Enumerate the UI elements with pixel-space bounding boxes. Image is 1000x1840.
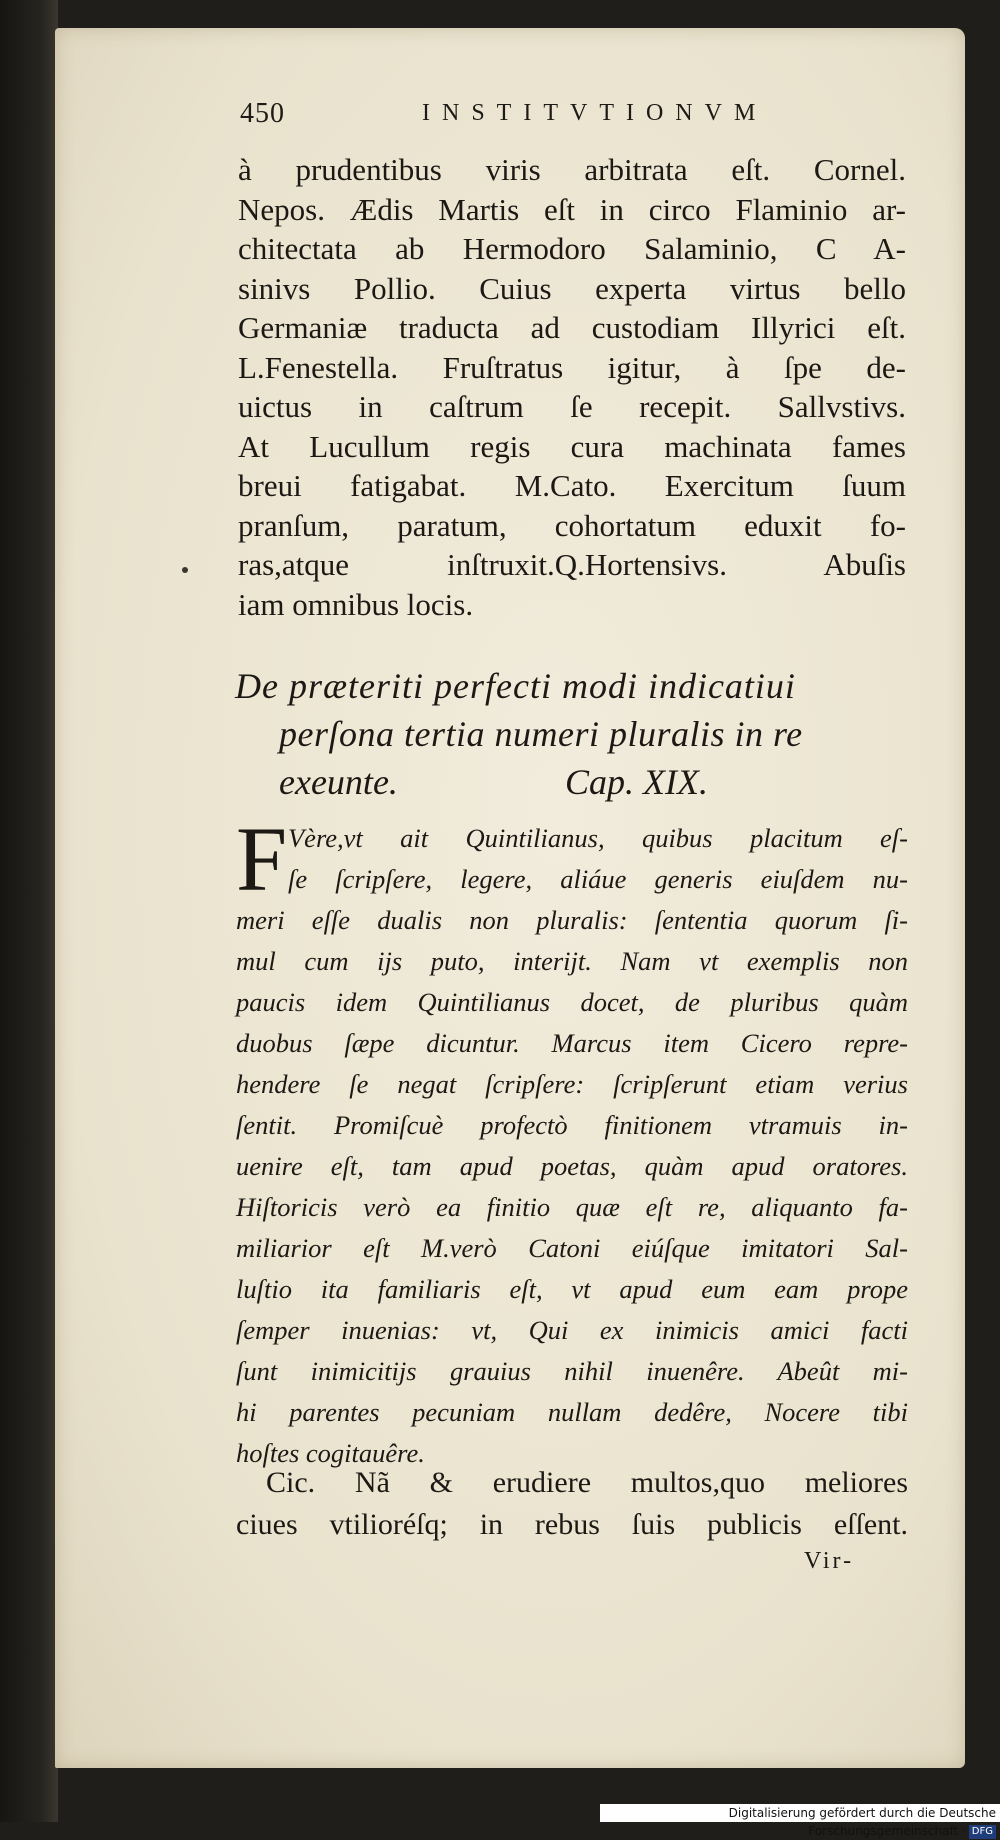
roman-line: ciues vtilioréſq; in rebus ſuis publicis eſſent.	[236, 1508, 908, 1541]
italic-line: meri eſſe dualis non pluralis: ſententia quorum ſi-	[236, 905, 908, 935]
italic-line: mul cum ijs puto, interijt. Nam vt exemplis non	[236, 946, 908, 976]
text-line: uictus in caſtrum ſe recepit. Sallvstivs.	[238, 389, 906, 424]
running-title: INSTITVTIONVM	[422, 100, 768, 126]
text-line: ras,atque inſtruxit.Q.Hortensivs. Abuſis	[238, 547, 906, 582]
chapter-heading-line: De præteriti perfecti modi indicatiui	[235, 666, 796, 706]
drop-cap-initial: F	[236, 808, 288, 910]
ink-dot	[182, 567, 188, 573]
text-line: breui fatigabat. M.Cato. Exercitum ſuum	[238, 468, 906, 503]
page-header	[190, 98, 810, 138]
roman-paragraph	[236, 1462, 908, 1546]
italic-line: Vère,vt ait Quintilianus, quibus placitum eſ-	[288, 823, 908, 853]
italic-line: uenire eſt, tam apud poetas, quàm apud oratores.	[236, 1151, 908, 1181]
italic-line: ſentit. Promiſcuè profectò finitionem vtramuis in-	[236, 1110, 908, 1140]
italic-line: hoſtes cogitauêre.	[236, 1438, 425, 1468]
italic-line: ſe ſcripſere, legere, aliáue generis eiuſdem nu-	[288, 864, 908, 894]
italic-line: ſemper inuenias: vt, Qui ex inimicis amici facti	[236, 1315, 908, 1345]
digitization-credit	[600, 1804, 1000, 1838]
dfg-logo: DFG	[969, 1825, 996, 1839]
page-number: 450	[240, 98, 285, 129]
text-line: Germaniæ traducta ad custodiam Illyrici eſt.	[238, 310, 906, 345]
text-line: Nepos. Ædis Martis eſt in circo Flaminio ar-	[238, 191, 906, 227]
italic-line: ſunt inimicitijs grauius nihil inuenêre. Abeût mi-	[236, 1356, 908, 1386]
italic-line: duobus ſæpe dicuntur. Marcus item Cicero repre-	[236, 1028, 908, 1058]
chapter-heading-line: exeunte.	[279, 762, 398, 802]
chapter-number: Cap. XIX.	[565, 762, 708, 802]
text-line: L.Fenestella. Fruſtratus igitur, à ſpe de-	[238, 349, 906, 385]
credit-text: Digitalisierung gefördert durch die Deutsche Forschungsgemeinschaft ·	[728, 1806, 996, 1838]
text-line: At Lucullum regis cura machinata fames	[238, 428, 906, 464]
italic-line: hi parentes pecuniam nullam dedêre, Nocere tibi	[236, 1397, 908, 1427]
italic-line: luſtio ita familiaris eſt, vt apud eum eam prope	[236, 1274, 908, 1304]
italic-line: miliarior eſt M.verò Catoni eiúſque imitatori Sal-	[236, 1233, 908, 1263]
catchword: Vir-	[804, 1548, 855, 1574]
text-line: chitectata ab Hermodoro Salaminio, C A-	[238, 231, 906, 266]
italic-line: Hiſtoricis verò ea finitio quæ eſt re, aliquanto fa-	[236, 1192, 908, 1222]
text-line: iam omnibus locis.	[238, 586, 474, 622]
roman-line: Cic. Nã & erudiere multos,quo meliores	[266, 1466, 908, 1499]
italic-line: hendere ſe negat ſcripſere: ſcripſerunt etiam verius	[236, 1069, 908, 1099]
chapter-heading-line: perſona tertia numeri pluralis in re	[279, 714, 803, 754]
italic-paragraph	[236, 808, 908, 1474]
scan-background-edge	[0, 0, 58, 1822]
italic-line: paucis idem Quintilianus docet, de pluribus quàm	[236, 987, 908, 1017]
text-line: sinivs Pollio. Cuius experta virtus bello	[238, 270, 906, 306]
text-line: pranſum, paratum, cohortatum eduxit fo-	[238, 507, 906, 543]
chapter-heading	[235, 662, 907, 806]
body-text-block	[238, 150, 906, 624]
text-line: à prudentibus viris arbitrata eſt. Cornel.	[238, 152, 906, 187]
